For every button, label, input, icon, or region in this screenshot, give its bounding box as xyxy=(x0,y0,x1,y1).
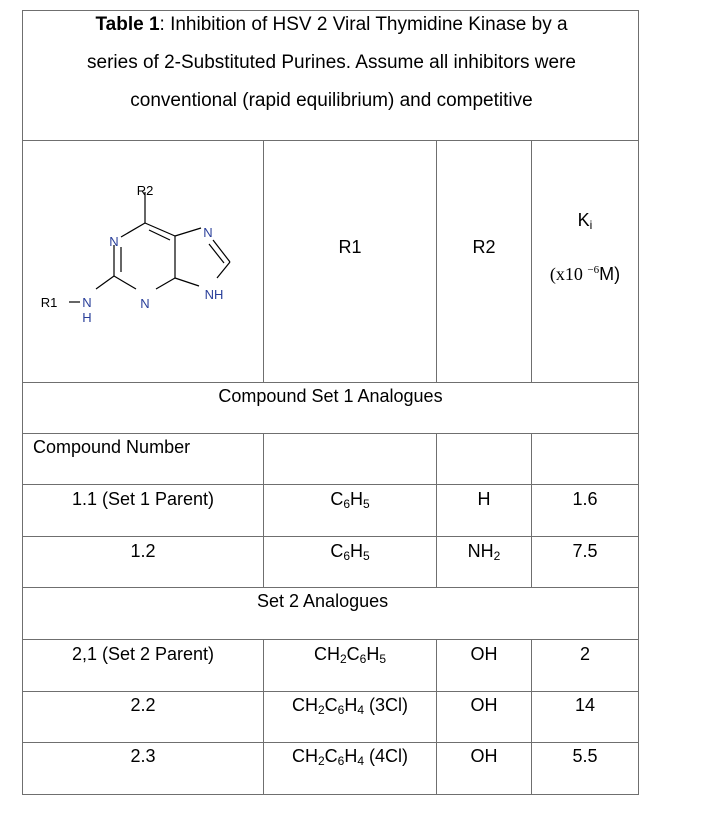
header-ki-unit xyxy=(532,264,638,285)
rule xyxy=(23,433,638,434)
r2-value: OH xyxy=(470,746,498,766)
r1-text: C xyxy=(330,541,344,561)
r1-text: H xyxy=(366,644,380,664)
ki-value: 2 xyxy=(579,644,590,664)
r1-subscript: 6 xyxy=(359,652,367,666)
section-set-1-label: Compound Set 1 Analogues xyxy=(218,386,443,406)
compound-number: 2,1 (Set 2 Parent) xyxy=(71,644,215,664)
compound-number-header: Compound Number xyxy=(33,437,191,457)
r1-text: C xyxy=(330,489,344,509)
r2-text: NH xyxy=(467,541,494,561)
header-ki-subscript: i xyxy=(589,218,593,232)
r1-subscript: 6 xyxy=(337,754,345,768)
structure-n3-label: N xyxy=(140,296,150,311)
data-table xyxy=(22,10,639,795)
r1-text: C xyxy=(346,644,360,664)
r1-text: C xyxy=(324,695,338,715)
header-ki-unit-exponent: −6 xyxy=(587,264,600,276)
section-set-2-label: Set 2 Analogues xyxy=(257,591,389,611)
r1-text: CH xyxy=(291,695,318,715)
caption-line-1-text: : Inhibition of HSV 2 Viral Thymidine Kinase by a xyxy=(159,14,568,35)
r1-text: (3Cl) xyxy=(364,695,409,715)
r1-value xyxy=(264,489,436,510)
ki-value: 7.5 xyxy=(572,541,598,561)
header-ki-symbol: K xyxy=(577,210,590,230)
rule xyxy=(23,691,638,692)
r1-text: H xyxy=(344,746,358,766)
r1-subscript: 6 xyxy=(343,497,350,511)
r1-value xyxy=(264,746,436,767)
r1-text: H xyxy=(350,541,363,561)
r1-text: C xyxy=(324,746,338,766)
structure-n1-label: N xyxy=(109,234,119,249)
r1-text: H xyxy=(350,489,363,509)
rule xyxy=(23,536,638,537)
r2-value: OH xyxy=(470,644,498,664)
caption-line-3: conventional (rapid equilibrium) and competitive xyxy=(130,90,533,111)
r1-subscript: 2 xyxy=(339,652,347,666)
r1-subscript: 2 xyxy=(317,754,325,768)
r2-value xyxy=(437,541,531,562)
r2-value: H xyxy=(477,489,491,509)
r1-value xyxy=(264,644,436,665)
header-r1: R1 xyxy=(338,237,362,257)
r1-subscript: 5 xyxy=(363,549,370,563)
ki-value: 5.5 xyxy=(572,746,598,766)
r1-value xyxy=(264,541,436,562)
r2-subscript: 2 xyxy=(493,549,501,563)
col-rule xyxy=(263,434,264,588)
ki-value: 14 xyxy=(574,695,596,715)
header-r2: R2 xyxy=(472,237,496,257)
r1-text: CH xyxy=(313,644,340,664)
rule xyxy=(23,484,638,485)
r1-text: CH xyxy=(291,746,318,766)
structure-n7-label: N xyxy=(203,225,213,240)
structure-bonds xyxy=(69,192,230,302)
r1-text: (4Cl) xyxy=(364,746,409,766)
rule xyxy=(23,639,638,640)
col-rule xyxy=(263,141,264,383)
compound-number: 1.1 (Set 1 Parent) xyxy=(71,489,215,509)
header-ki-unit-open: (x10 xyxy=(549,264,588,284)
compound-number: 1.2 xyxy=(130,541,156,561)
col-rule xyxy=(531,434,532,588)
r1-subscript: 4 xyxy=(357,703,365,717)
r2-value: OH xyxy=(470,695,498,715)
caption-line-1 xyxy=(23,11,640,39)
r1-text: H xyxy=(344,695,358,715)
rule xyxy=(23,587,638,588)
r1-value xyxy=(264,695,436,716)
structure-r2-label: R2 xyxy=(136,183,154,198)
col-rule xyxy=(436,434,437,588)
ki-value: 1.6 xyxy=(572,489,598,509)
r1-subscript: 5 xyxy=(379,652,387,666)
col-rule xyxy=(531,141,532,383)
structure-amine-h-label: H xyxy=(82,310,92,325)
compound-number: 2.2 xyxy=(130,695,156,715)
purine-structure xyxy=(23,141,263,382)
rule xyxy=(23,742,638,743)
header-ki-unit-close: M) xyxy=(599,264,621,284)
caption-label: Table 1 xyxy=(95,14,160,35)
compound-number: 2.3 xyxy=(130,746,156,766)
rule xyxy=(23,382,638,383)
header-ki xyxy=(532,210,638,231)
r1-subscript: 6 xyxy=(337,703,345,717)
structure-r1-label: R1 xyxy=(40,295,58,310)
structure-amine-n-label: N xyxy=(82,295,92,310)
r1-subscript: 2 xyxy=(317,703,325,717)
r1-subscript: 6 xyxy=(343,549,350,563)
caption-line-2: series of 2-Substituted Purines. Assume all inhibitors were xyxy=(87,52,576,73)
r1-subscript: 4 xyxy=(357,754,365,768)
col-rule xyxy=(436,141,437,383)
r1-subscript: 5 xyxy=(363,497,370,511)
structure-nh-label: NH xyxy=(204,287,224,302)
